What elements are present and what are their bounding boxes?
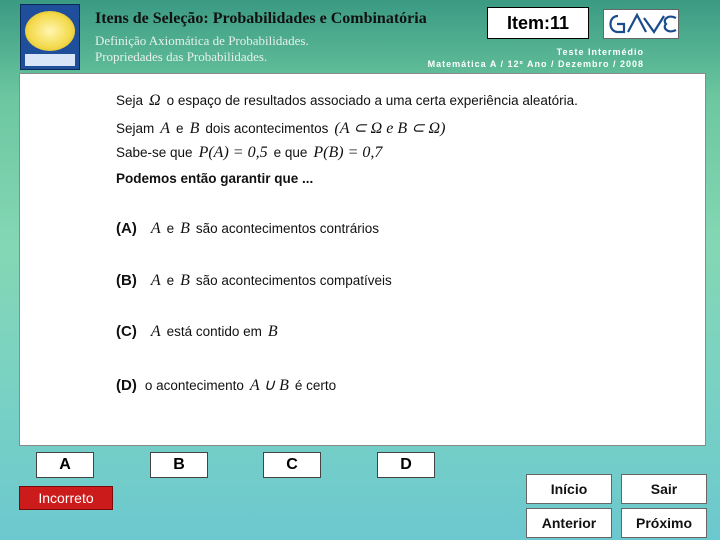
topic-line-2: Propriedades das Probabilidades.: [95, 49, 268, 64]
exit-button[interactable]: Sair: [621, 474, 707, 504]
option-b: (B) A e B são acontecimentos compatíveis: [116, 272, 392, 289]
test-name: Teste Intermédio: [556, 47, 644, 57]
option-d: (D) o acontecimento A ∪ B é certo: [116, 377, 337, 394]
home-button[interactable]: Início: [526, 474, 612, 504]
logo-emblem: [25, 11, 75, 51]
question-line-4: Podemos então garantir que ...: [116, 171, 314, 186]
topic-line-1: Definição Axiomática de Probabilidades.: [95, 33, 309, 48]
previous-button[interactable]: Anterior: [526, 508, 612, 538]
question-line-1: Seja Ω o espaço de resultados associado a uma certa experiência aleatória.: [116, 92, 578, 109]
answer-button-c[interactable]: C: [263, 452, 321, 478]
page-title: Itens de Seleção: Probabilidades e Combinatória: [95, 10, 427, 27]
answer-button-d[interactable]: D: [377, 452, 435, 478]
test-details: Matemática A / 12º Ano / Dezembro / 2008: [427, 59, 644, 69]
question-line-3: Sabe-se que P(A) = 0,5 e que P(B) = 0,7: [116, 144, 383, 161]
gave-logo: [603, 9, 679, 39]
question-panel: [19, 73, 706, 446]
school-logo: [20, 4, 80, 70]
answer-button-a[interactable]: A: [36, 452, 94, 478]
item-number-badge: Item:11: [487, 7, 589, 39]
next-button[interactable]: Próximo: [621, 508, 707, 538]
option-a: (A) A e B são acontecimentos contrários: [116, 220, 379, 237]
question-line-2: Sejam A e B dois acontecimentos (A ⊂ Ω e B ⊂ Ω): [116, 120, 446, 137]
option-c: (C) A está contido em B: [116, 323, 278, 340]
answer-button-b[interactable]: B: [150, 452, 208, 478]
feedback-badge: Incorreto: [19, 486, 113, 510]
logo-caption: [25, 54, 75, 66]
